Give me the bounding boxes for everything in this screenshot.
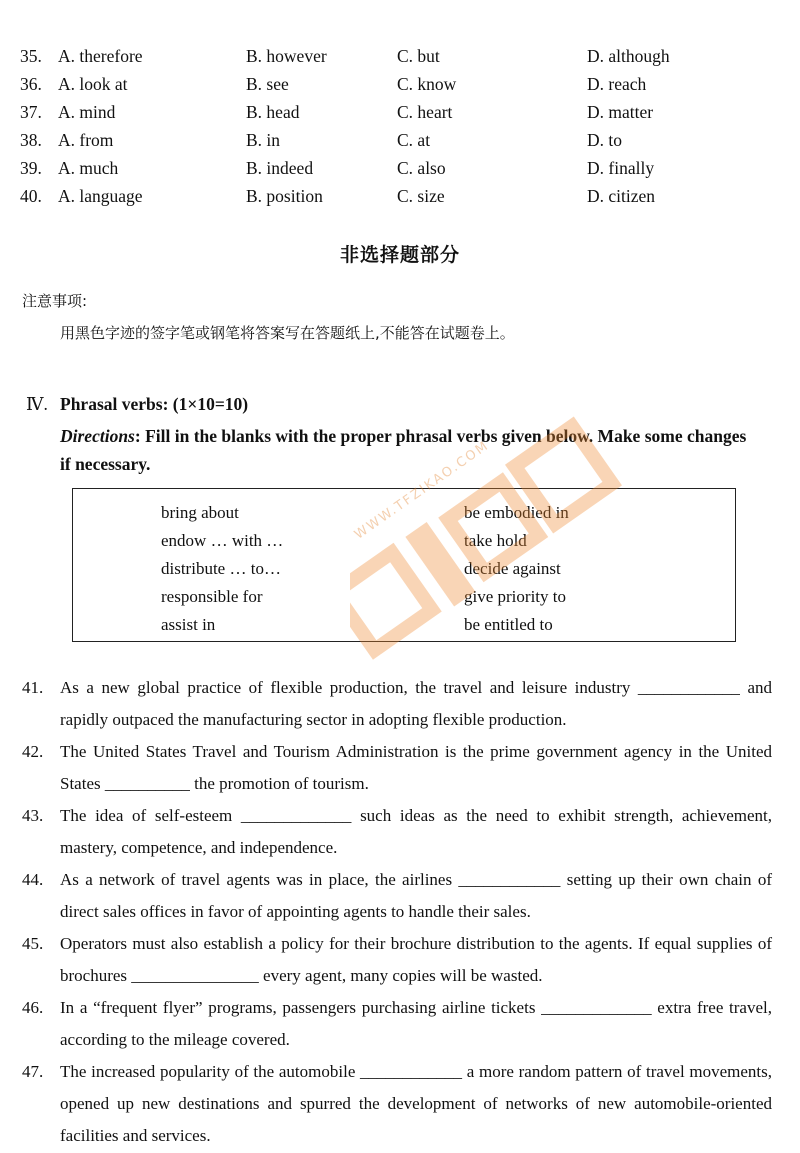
mc-row (20, 184, 780, 212)
question-text: As a new global practice of flexible production, the travel and leisure industry ____________ and rapidly outpaced the manufacturing sector in adopting flexible production. (60, 678, 772, 729)
option-a: A. mind (58, 102, 116, 122)
option-d: D. citizen (587, 186, 656, 206)
option-c: C. also (397, 158, 446, 178)
question-number: 37. (20, 102, 42, 122)
option-c: C. know (397, 74, 457, 94)
option-d: D. although (587, 46, 670, 66)
question-number: 46. (22, 998, 44, 1017)
directions-label: Directions (60, 426, 135, 446)
notice-text: 用黑色字迹的签字笔或钢笔将答案写在答题纸上,不能答在试题卷上。 (60, 324, 515, 342)
mc-row (20, 44, 780, 72)
option-d: D. to (587, 130, 622, 150)
word-item: give priority to (464, 587, 566, 606)
option-c: C. heart (397, 102, 453, 122)
question-text: The increased popularity of the automobile ____________ a more random pattern of travel movements, opened up new destinations and spurred the development of networks of new automobile-oriented facilities and services. (60, 1062, 772, 1145)
question-text: The United States Travel and Tourism Administration is the prime government agency in the United States __________ the promotion of tourism. (60, 742, 772, 793)
question-item (22, 736, 772, 800)
option-b: B. however (246, 46, 327, 66)
word-item: assist in (161, 615, 216, 634)
section-heading (26, 394, 248, 415)
section-roman-numeral: Ⅳ. (26, 394, 48, 414)
word-column-right (464, 499, 569, 639)
word-item: distribute … to… (161, 559, 281, 578)
question-text: As a network of travel agents was in place, the airlines ____________ setting up their own chain of direct sales offices in favor of appointing agents to handle their sales. (60, 870, 772, 921)
option-a: A. much (58, 158, 119, 178)
option-a: A. from (58, 130, 114, 150)
question-number: 35. (20, 46, 42, 66)
option-b: B. head (246, 102, 300, 122)
word-item: decide against (464, 559, 561, 578)
section-title: 非选择题部分 (339, 244, 460, 266)
directions (60, 422, 760, 478)
question-item (22, 928, 772, 992)
question-item (22, 672, 772, 736)
section-heading-title: Phrasal verbs: (1×10=10) (60, 394, 249, 414)
option-d: D. finally (587, 158, 655, 178)
option-a: A. therefore (58, 46, 143, 66)
question-item (22, 992, 772, 1056)
question-number: 44. (22, 870, 44, 889)
mc-row (20, 156, 780, 184)
phrasal-verb-box (72, 488, 736, 642)
question-item (22, 800, 772, 864)
multiple-choice-options (20, 44, 780, 212)
word-item: endow … with … (161, 531, 284, 550)
mc-row (20, 72, 780, 100)
option-b: B. position (246, 186, 323, 206)
question-number: 41. (22, 678, 44, 697)
question-text: The idea of self-esteem _____________ such ideas as the need to exhibit strength, achievement, mastery, competence, and independence. (60, 806, 772, 857)
question-number: 42. (22, 742, 44, 761)
question-number: 40. (20, 186, 42, 206)
question-number: 36. (20, 74, 42, 94)
word-item: bring about (161, 503, 239, 522)
question-number: 38. (20, 130, 42, 150)
question-number: 39. (20, 158, 42, 178)
option-a: A. language (58, 186, 143, 206)
mc-row (20, 128, 780, 156)
word-item: take hold (464, 531, 527, 550)
option-d: D. reach (587, 74, 647, 94)
question-number: 45. (22, 934, 44, 953)
fill-in-questions (22, 672, 772, 1152)
word-item: responsible for (161, 587, 263, 606)
option-c: C. but (397, 46, 440, 66)
option-b: B. in (246, 130, 281, 150)
option-b: B. indeed (246, 158, 314, 178)
option-b: B. see (246, 74, 289, 94)
word-item: be entitled to (464, 615, 553, 634)
word-item: be embodied in (464, 503, 569, 522)
watermark-url: WWW.TFZIKAO.COM (351, 438, 493, 543)
question-text: Operators must also establish a policy for their brochure distribution to the agents. If equal supplies of brochures _______________ every agent, many copies will be wasted. (60, 934, 772, 985)
question-text: In a “frequent flyer” programs, passengers purchasing airline tickets _____________ extra free travel, according to the mileage covered. (60, 998, 772, 1049)
option-a: A. look at (58, 74, 128, 94)
question-number: 47. (22, 1062, 44, 1081)
question-item (22, 1056, 772, 1152)
word-column-left (161, 499, 283, 639)
question-number: 43. (22, 806, 44, 825)
option-d: D. matter (587, 102, 654, 122)
notice-label: 注意事项: (22, 292, 88, 310)
option-c: C. at (397, 130, 431, 150)
option-c: C. size (397, 186, 445, 206)
question-item (22, 864, 772, 928)
mc-row (20, 100, 780, 128)
directions-text: : Fill in the blanks with the proper phrasal verbs given below. Make some changes if necessary. (60, 426, 747, 474)
